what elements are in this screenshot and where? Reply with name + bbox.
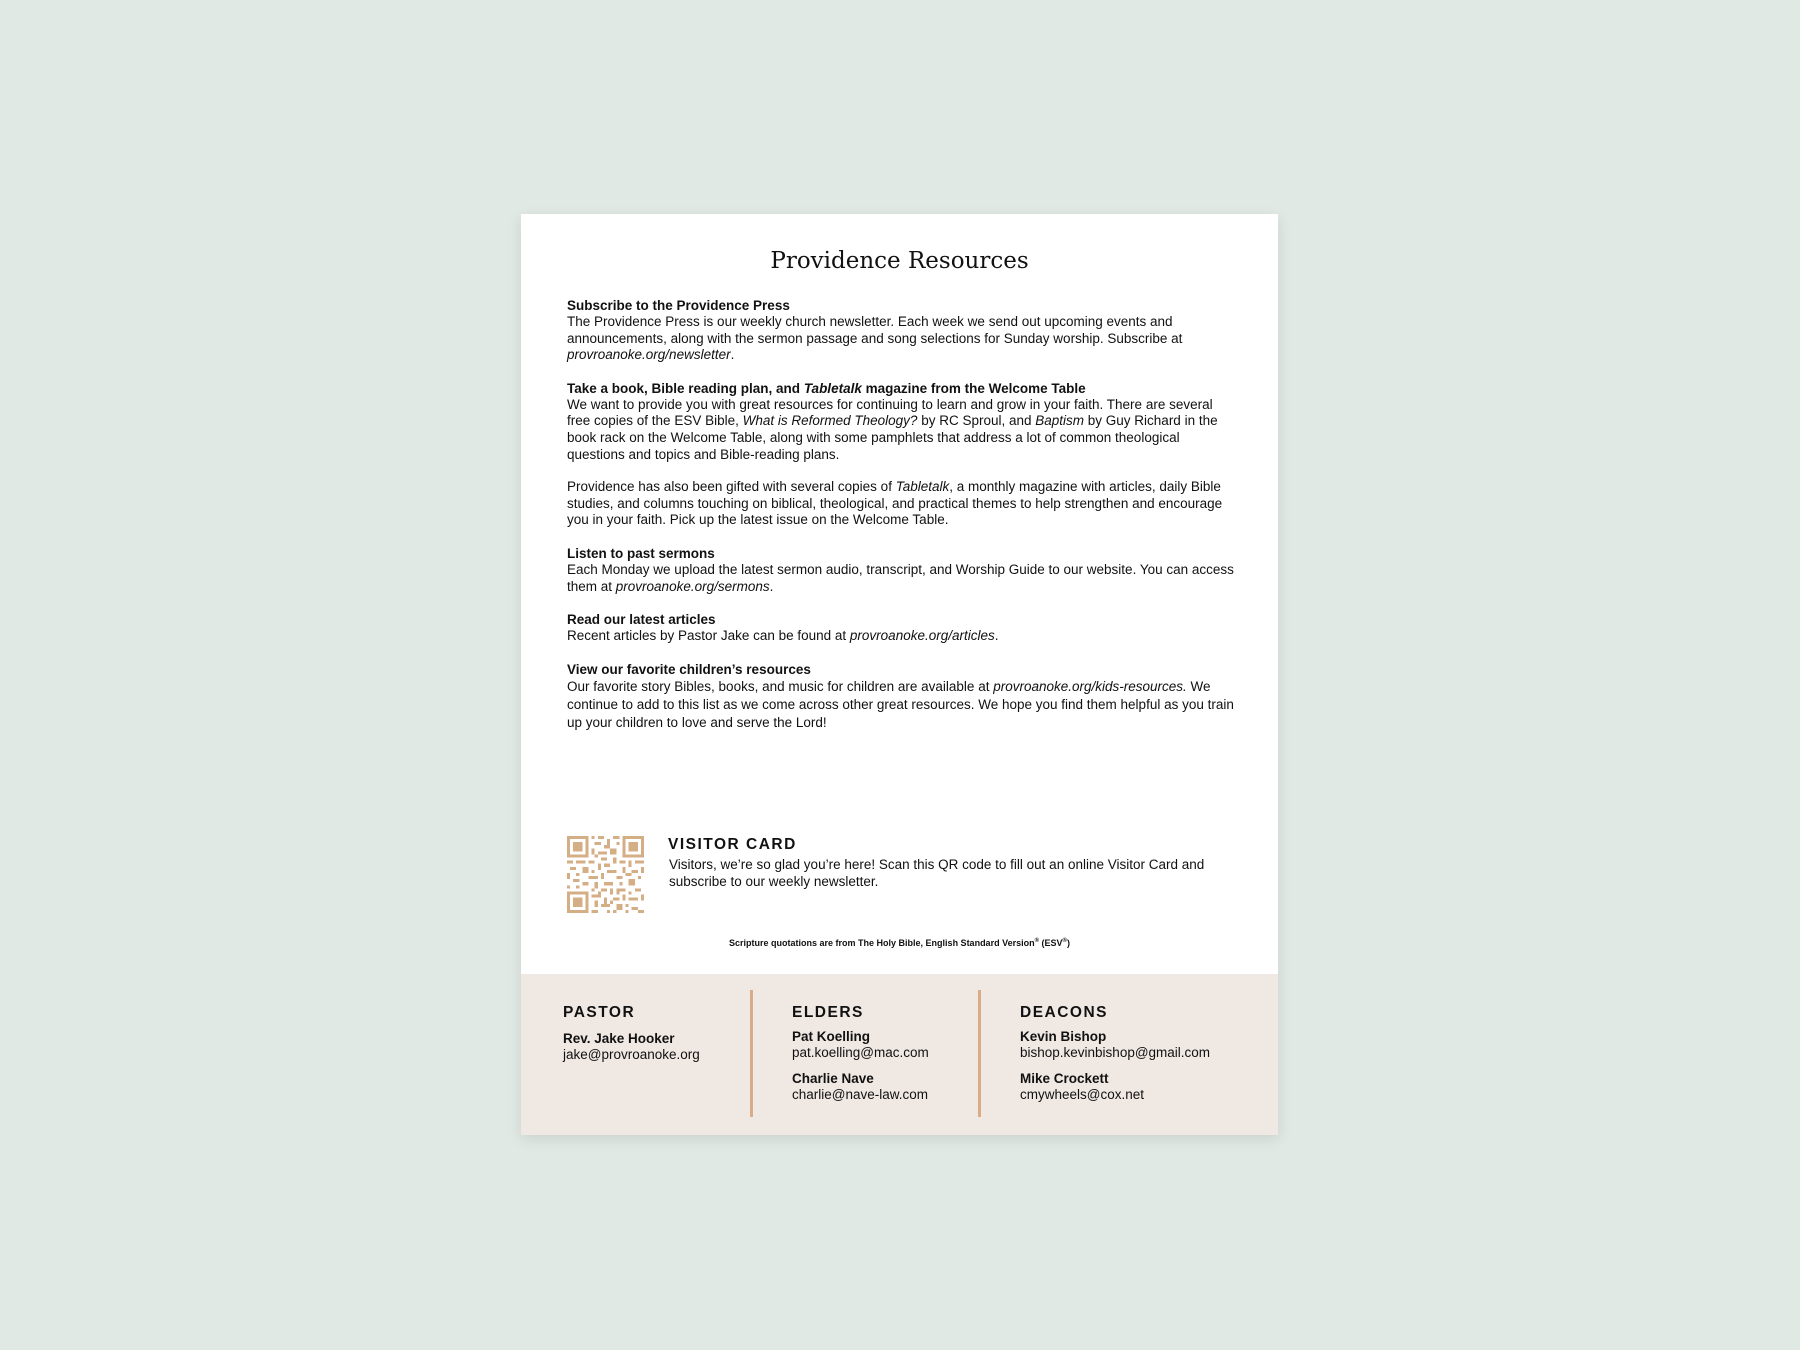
person-email[interactable]: charlie@nave-law.com <box>792 1087 929 1102</box>
elders-heading: ELDERS <box>792 1004 864 1021</box>
person-email[interactable]: jake@provroanoke.org <box>563 1047 700 1062</box>
deacons-column <box>1020 1004 1210 1111</box>
person-email[interactable]: pat.koelling@mac.com <box>792 1045 929 1060</box>
person <box>792 1071 929 1103</box>
sermons-link[interactable]: provroanoke.org/sermons <box>615 578 770 594</box>
section-paragraph: We want to provide you with great resources for continuing to learn and grow in your faith. There are several free copies of the ESV Bible, What is Reformed Theology? by RC Sproul, and Baptism by Guy Richard in the book rack on the Welcome Table, along with some pamphlets that address a lot of common theological questions and topics and Bible-reading plans. <box>567 396 1218 462</box>
articles-link[interactable]: provroanoke.org/articles <box>849 628 995 644</box>
section-newsletter <box>567 297 1235 364</box>
visitor-card-text: Visitors, we’re so glad you’re here! Scan this QR code to fill out an online Visitor Card and subscribe to our weekly newsletter. <box>669 857 1205 889</box>
column-divider <box>978 990 981 1117</box>
kids-resources-link[interactable]: provroanoke.org/kids-resources. <box>993 678 1187 694</box>
person <box>1020 1029 1210 1061</box>
section-heading: Listen to past sermons <box>567 545 715 561</box>
qr-code-icon[interactable] <box>567 836 644 913</box>
section-paragraph: Our favorite story Bibles, books, and music for children are available at provroanoke.org/kids-resources. We continue to add to this list as we come across other great resources. We hope you find them helpful as you train up your children to love and serve the Lord! <box>567 678 1234 730</box>
section-paragraph: The Providence Press is our weekly church newsletter. Each week we send out upcoming events and announcements, along with the sermon passage and song selections for Sunday worship. Subscribe at provroanoke.org/newsletter. <box>567 314 1183 363</box>
section-children <box>567 661 1235 732</box>
elders-column <box>792 1004 929 1111</box>
deacons-heading: DEACONS <box>1020 1004 1109 1021</box>
scripture-note: Scripture quotations are from The Holy Bible, English Standard Version® (ESV®) <box>729 938 1070 948</box>
person-name: Rev. Jake Hooker <box>563 1031 675 1046</box>
section-heading: Take a book, Bible reading plan, and Tabletalk magazine from the Welcome Table <box>567 380 1086 396</box>
section-paragraph: Each Monday we upload the latest sermon audio, transcript, and Worship Guide to our website. You can access them at provroanoke.org/sermons. <box>567 561 1234 594</box>
section-heading: Read our latest articles <box>567 612 716 628</box>
pastor-column <box>563 1004 700 1071</box>
pastor-heading: PASTOR <box>563 1004 636 1021</box>
person <box>1020 1071 1210 1103</box>
person <box>792 1029 929 1061</box>
newsletter-link[interactable]: provroanoke.org/newsletter <box>567 347 731 363</box>
section-articles <box>567 611 1235 645</box>
person-email[interactable]: cmywheels@cox.net <box>1020 1087 1144 1102</box>
person-name: Pat Koelling <box>792 1029 871 1044</box>
section-paragraph: Recent articles by Pastor Jake can be found at provroanoke.org/articles. <box>567 628 999 644</box>
person-name: Kevin Bishop <box>1020 1029 1107 1044</box>
person <box>563 1031 700 1063</box>
person-name: Mike Crockett <box>1020 1071 1109 1086</box>
leadership-footer <box>521 974 1278 1135</box>
visitor-card-title: VISITOR CARD <box>668 836 797 853</box>
section-paragraph: Providence has also been gifted with several copies of Tabletalk, a monthly magazine with articles, daily Bible studies, and columns touching on biblical, theological, and practical themes to help strengthen and encourage you in your faith. Pick up the latest issue on the Welcome Table. <box>567 479 1223 528</box>
visitor-card <box>567 836 1235 916</box>
person-name: Charlie Nave <box>792 1071 874 1086</box>
resource-sections <box>567 297 1235 748</box>
page-title: Providence Resources <box>770 248 1029 274</box>
section-heading: Subscribe to the Providence Press <box>567 298 790 313</box>
section-welcome-table <box>567 380 1235 529</box>
section-sermons <box>567 545 1235 595</box>
person-email[interactable]: bishop.kevinbishop@gmail.com <box>1020 1045 1211 1060</box>
column-divider <box>750 990 753 1117</box>
resources-page <box>521 214 1278 1135</box>
section-heading: View our favorite children’s resources <box>567 661 811 677</box>
